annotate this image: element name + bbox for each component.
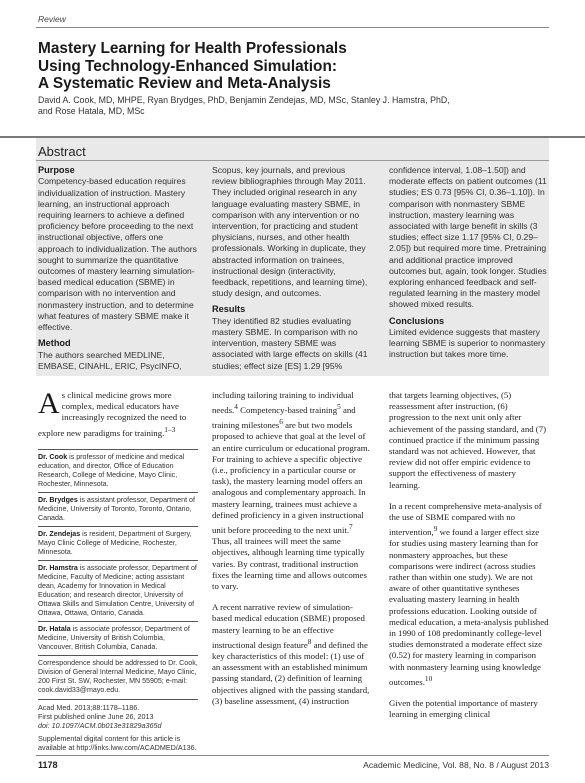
affiliation-text: is resident, Department of Surgery, Mayo Clinic College of Medicine, Rochester, Minnesota. xyxy=(38,529,192,556)
affiliation-item xyxy=(38,492,198,526)
abstract-divider xyxy=(36,160,549,161)
conclusions-text: Limited evidence suggests that mastery learning SBME is superior to nonmastery instruction but takes more time. xyxy=(389,327,546,360)
affiliation-text: is associate professor, Department of Medicine, Faculty of Medicine; acting assistant dean, Academy for Innovation in Medical Education; and research director, University of Ottawa Skills and Simulation Centre, University of Ottawa, Ottawa, Ontario, Canada. xyxy=(38,563,197,617)
drop-cap: A xyxy=(38,387,60,420)
affiliations xyxy=(38,449,198,752)
purpose-text: Competency-based education requires individualization of instruction. Mastery learning, an instructional approach requiring learners to achieve a defined proficiency before proceeding to the next instructional objective, offers one approach to individualization. The authors sought to summarize the quantitative outcomes of mastery learning simulation-based medical education (SBME) in comparison with no intervention and nonmastery instruction, and to determine what features of mastery SBME make it effective. xyxy=(38,176,197,333)
doi: doi: 10.1097/ACM.0b013e31829a365d xyxy=(38,720,162,730)
method-text-continued: Scopus, key journals, and previous review bibliographies through May 2011. They included original research in any language evaluating mastery SBME, in comparison with any intervention or no intervention, for practicing and student physicians, nurses, and other health professionals. Working in duplicate, they abstracted information on trainees, instructional design (interactivity, feedback, repetitions, and learning time), study design, and outcomes. xyxy=(212,165,368,299)
reference-mark: 9 xyxy=(433,524,438,534)
publication-date: First published online June 26, 2013 xyxy=(38,711,154,721)
purpose-heading: Purpose xyxy=(38,165,75,175)
title-line: Mastery Learning for Health Professionals xyxy=(38,40,347,57)
results-heading: Results xyxy=(212,304,246,315)
method-text: The authors searched MEDLINE, EMBASE, CINAHL, ERIC, PsycINFO, xyxy=(38,349,182,371)
reference-mark: 6 xyxy=(279,417,283,427)
body-paragraph: Given the potential importance of mastery learning in emerging clinical xyxy=(389,697,538,720)
results-text-continued: confidence interval, 1.08–1.50]) and moderate effects on patient outcomes (11 studies; ES 0.73 [95% CI, 0.36–1.10]). In comparison with nonmastery SBME instruction, mastery learning was associated with large benefit in skills (3 studies; effect size 1.17 [95% CI, 0.29–2.05]) but required more time. Pretraining and additional practice improved outcomes but, again, took longer. Studies exploring enhanced feedback and self-regulated learning in the mastery model showed mixed results. xyxy=(389,165,547,310)
affiliation-item xyxy=(38,449,198,492)
page-number: 1178 xyxy=(38,760,58,770)
supplemental-note: Supplemental digital content for this article is available at http://links.lww.com/ACADMED/A136. xyxy=(38,733,197,752)
body-text: Thus, all trainees will meet the same objectives, although learning time typically varies. By contrast, traditional instruction fixes the learning time and allows outcomes to vary. xyxy=(212,536,367,592)
title-line: A Systematic Review and Meta-Analysis xyxy=(38,75,331,93)
affiliation-item xyxy=(38,621,198,655)
body-paragraph xyxy=(212,602,372,707)
affiliation-text: is associate professor, Department of Medicine, University of British Columbia, Vancouver, British Columbia, Canada. xyxy=(38,624,190,651)
body-text: In a recent comprehensive meta-analysis of the use of SBME compared with no intervention, xyxy=(389,500,542,538)
abstract-column-2 xyxy=(212,165,372,377)
abstract-heading: Abstract xyxy=(38,144,86,159)
method-heading: Method xyxy=(38,338,71,349)
body-text: and training milestones xyxy=(212,405,356,431)
header-divider xyxy=(36,27,549,28)
affiliation-text: is professor of medicine and medical education, and director, Office of Education Research, College of Medicine, Mayo Clinic, Rochester, Minnesota. xyxy=(38,452,185,488)
affiliation-item xyxy=(38,560,198,621)
body-paragraph: that targets learning objectives, (5) reassessment after instruction, (6) progression to the next unit only after achievement of the passing standard, and (7) continued practice if the minimum passing standard was not achieved. However, that review did not offer empiric evidence to support the effectiveness of mastery learning. xyxy=(389,390,547,490)
body-text: we found a larger effect size for studies using mastery learning than for nonmastery approaches, but these comparisons were indirect (across studies rather than within one study). We are not aware of other quantitative syntheses evaluating mastery learning in health professions education. Looking outside of medical education, a meta-analysis published in 1990 of 108 predominantly college-level studies demonstrated a moderate effect size (0.52) for mastery learning in comparison with nonmastery learning using knowledge outcomes. xyxy=(389,527,549,687)
reference-mark: 10 xyxy=(424,673,433,683)
affiliation-name: Dr. Zendejas xyxy=(38,529,81,538)
footer-divider xyxy=(36,755,549,756)
section-label: Review xyxy=(38,14,66,24)
citation-line: Acad Med. 2013;88:1178–1186. xyxy=(38,702,140,712)
body-text: including tailoring training to individual needs. xyxy=(212,390,354,416)
affiliation-name: Dr. Cook xyxy=(38,452,68,461)
body-text: Competency-based training xyxy=(237,405,338,416)
correspondence-note: Correspondence should be addressed to Dr. Cook, Division of General Internal Medicine, Mayo Clinic, 200 First St. SW, Rochester, MN 55905; e-mail: cook.david33@mayo.edu. xyxy=(38,655,198,699)
results-text: They identified 82 studies evaluating mastery SBME. In comparison with no intervention, mastery SBME was associated with large effects on skills (41 studies; effect size [ES] 1.29 [95% xyxy=(212,315,368,371)
reference-mark: 5 xyxy=(337,402,341,412)
reference-mark: 7 xyxy=(349,522,353,532)
affiliation-name: Dr. Brydges xyxy=(38,495,78,504)
reference-mark: 1–3 xyxy=(164,424,176,434)
body-column-2 xyxy=(212,390,372,717)
body-text: and defined the key characteristics of this model: (1) use of an assessment with an established minimum passing standard, (2) definition of learning objectives aligned with the passing standard, (3) baseline assessment, (4) instruction xyxy=(212,639,370,706)
affiliation-item xyxy=(38,526,198,560)
title-line: Using Technology-Enhanced Simulation: xyxy=(38,57,337,75)
affiliation-text: is assistant professor, Department of Medicine, University of Toronto, Toronto, Ontario, Canada. xyxy=(38,495,195,522)
reference-mark: 8 xyxy=(307,636,312,646)
affiliation-name: Dr. Hamstra xyxy=(38,563,78,572)
body-paragraph xyxy=(212,390,372,592)
conclusions-heading: Conclusions xyxy=(389,315,445,326)
body-column-3 xyxy=(389,390,549,730)
abstract-column-1 xyxy=(38,165,198,377)
lead-paragraph xyxy=(38,387,198,439)
citation-block xyxy=(38,699,198,752)
article-title xyxy=(38,40,548,93)
body-text: A recent narrative review of simulation-based medical education (SBME) proposed mastery learning to be an effective instructional design feature xyxy=(212,602,365,650)
body-column-1 xyxy=(38,387,198,752)
affiliation-name: Dr. Hatala xyxy=(38,624,71,633)
lead-text: s clinical medicine grows more complex, medical educators have increasingly recognized the need to explore new paradigms for training. xyxy=(38,390,187,438)
journal-citation: Academic Medicine, Vol. 88, No. 8 / August 2013 xyxy=(363,760,549,770)
body-text: are but two models proposed to achieve that goal at the level of an entire curriculum or educational program. For training to achieve a specific objective (i.e., proficiency in a particular course or task), the mastery learning model offers an analogous and complementary approach. In mastery learning, trainees must achieve a defined proficiency in a given instructional unit before proceeding to the next unit. xyxy=(212,420,370,535)
body-paragraph xyxy=(389,501,549,688)
author-list: David A. Cook, MD, MHPE, Ryan Brydges, PhD, Benjamin Zendejas, MD, MSc, Stanley J. Hamstra, PhD, and Rose Hatala, MD, MSc xyxy=(38,95,450,116)
abstract-column-3 xyxy=(389,165,549,366)
reference-mark: 4 xyxy=(234,402,238,412)
